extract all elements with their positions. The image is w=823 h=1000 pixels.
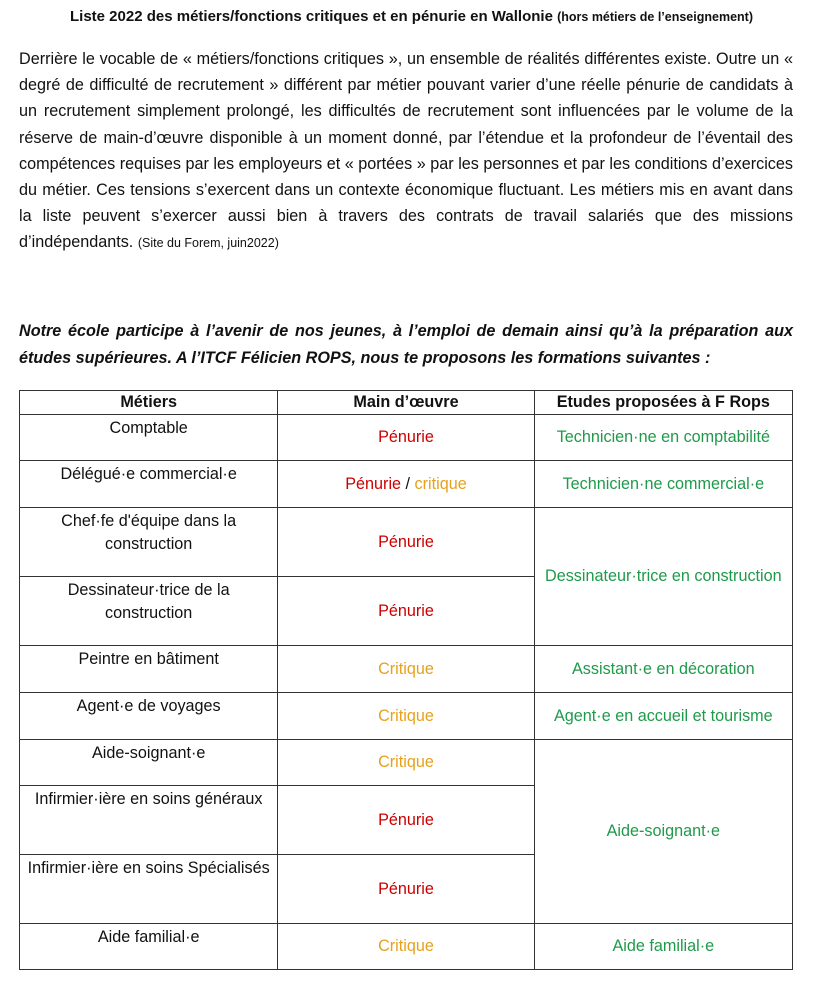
penurie-label: Pénurie	[345, 474, 402, 493]
header-main-oeuvre: Main d’œuvre	[278, 391, 534, 415]
main-oeuvre-cell: Pénurie	[278, 415, 534, 461]
header-etudes: Etudes proposées à F Rops	[534, 391, 792, 415]
main-oeuvre-cell: Pénurie	[278, 508, 534, 577]
metier-cell: Chef·fe d'équipe dans la construction	[20, 508, 278, 577]
etudes-cell: Assistant·e en décoration	[534, 646, 792, 693]
main-oeuvre-cell: Pénurie	[278, 855, 534, 924]
main-oeuvre-cell: Critique	[278, 693, 534, 740]
main-oeuvre-cell	[278, 461, 534, 508]
metier-cell: Délégué·e commercial·e	[20, 461, 278, 508]
etudes-cell: Agent·e en accueil et tourisme	[534, 693, 792, 740]
intro-text: Derrière le vocable de « métiers/fonctions critiques », un ensemble de réalités différentes existe. Outre un « degré de difficulté de recrutement » différent par métier pouvant varier d’une réelle pénurie de candidats à un recrutement simplement prolongé, les difficultés de recrutement sont influencées par le volume de la réserve de main-d’œuvre disponible à un moment donné, par l’étendue et la profondeur de l’éventail des compétences requises par les employeurs et « portées » par les personnes et par les conditions d’exercices du métier. Ces tensions s’exercent dans un contexte économique fluctuant. Les métiers mis en avant dans la liste peuvent s’exercer aussi bien à travers des contrats de travail salariés que des missions d’indépendants.	[19, 50, 793, 252]
table-row	[20, 646, 793, 693]
metier-cell: Peintre en bâtiment	[20, 646, 278, 693]
table-row	[20, 740, 793, 786]
table-row	[20, 415, 793, 461]
etudes-cell: Aide-soignant·e	[534, 740, 792, 924]
metier-cell: Dessinateur·trice de la construction	[20, 577, 278, 646]
metier-cell: Infirmier·ière en soins généraux	[20, 786, 278, 855]
metier-cell: Agent·e de voyages	[20, 693, 278, 740]
main-oeuvre-cell: Pénurie	[278, 577, 534, 646]
metier-cell: Aide familial·e	[20, 924, 278, 970]
etudes-cell: Technicien·ne commercial·e	[534, 461, 792, 508]
jobs-table	[19, 390, 793, 970]
table-row	[20, 924, 793, 970]
table-row	[20, 693, 793, 740]
title-main: Liste 2022 des métiers/fonctions critiques et en pénurie en Wallonie	[70, 8, 553, 25]
critique-label: critique	[414, 474, 467, 493]
metier-cell: Infirmier·ière en soins Spécialisés	[20, 855, 278, 924]
etudes-cell: Dessinateur·trice en construction	[534, 508, 792, 646]
intro-paragraph	[19, 46, 793, 257]
lead-paragraph: Notre école participe à l’avenir de nos jeunes, à l’emploi de demain ainsi qu’à la préparation aux études supérieures. A l’ITCF Félicien ROPS, nous te proposons les formations suivantes :	[19, 322, 793, 367]
title-note: (hors métiers de l’enseignement)	[557, 10, 753, 24]
separator: /	[405, 474, 411, 493]
metier-cell: Aide-soignant·e	[20, 740, 278, 786]
page-title	[0, 6, 823, 28]
etudes-cell: Aide familial·e	[534, 924, 792, 970]
header-metiers: Métiers	[20, 391, 278, 415]
table-row	[20, 461, 793, 508]
metier-cell: Comptable	[20, 415, 278, 461]
table-header-row	[20, 391, 793, 415]
intro-source: (Site du Forem, juin2022)	[137, 236, 279, 251]
table-row	[20, 508, 793, 577]
etudes-cell: Technicien·ne en comptabilité	[534, 415, 792, 461]
main-oeuvre-cell: Critique	[278, 924, 534, 970]
main-oeuvre-cell: Pénurie	[278, 786, 534, 855]
main-oeuvre-cell: Critique	[278, 646, 534, 693]
main-oeuvre-cell: Critique	[278, 740, 534, 786]
